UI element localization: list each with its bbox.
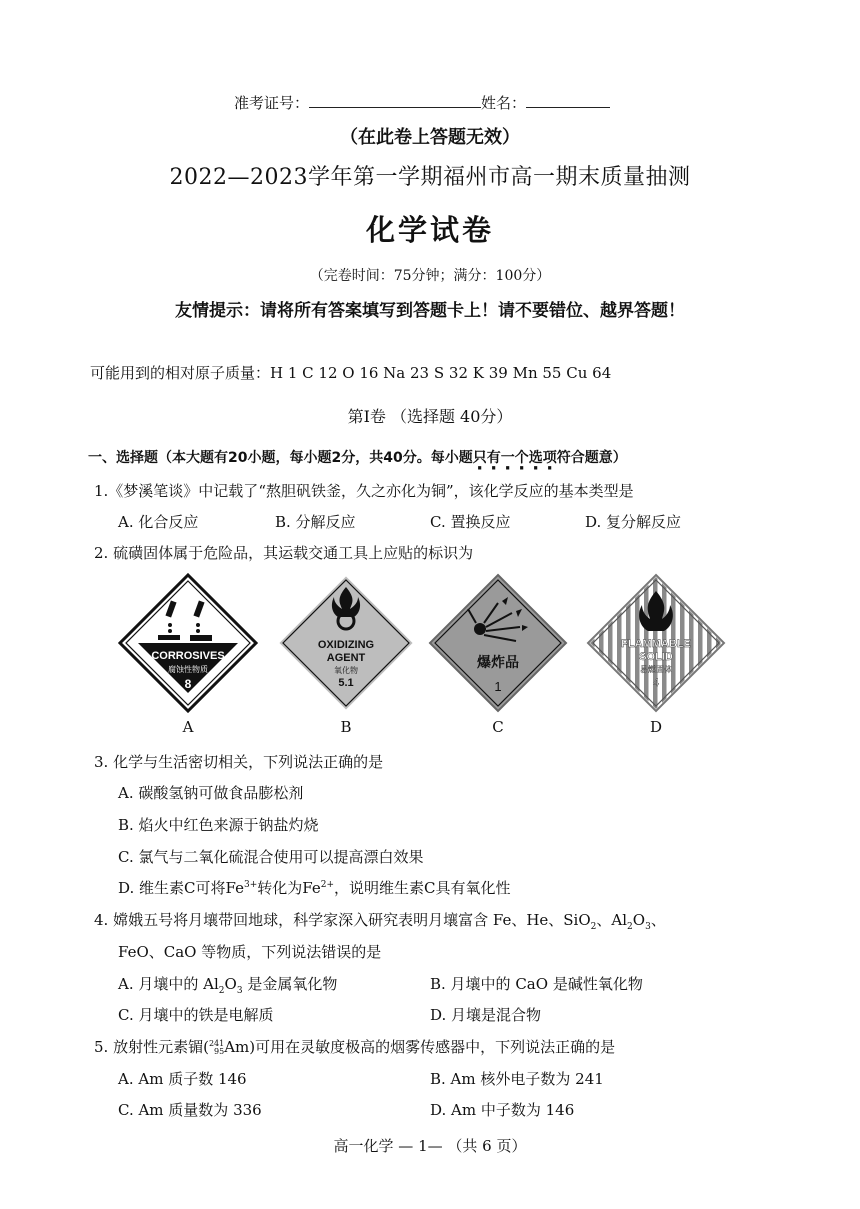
flammable-solid-sign [586,573,726,713]
q4-option-c: C. 月壤中的铁是电解质 [118,1006,274,1024]
q5-stem: 5. 放射性元素镅( 241 95 Am)可用在灵敏度极高的烟雾传感器中，下列说法正确的是 [94,1038,616,1056]
sign-a-text2: 腐蚀性物质 [168,665,208,674]
exam-id-label: 准考证号： [234,94,310,112]
oxidizing-agent-sign [276,573,416,713]
q4-stem-line2: FeO、CaO 等物质，下列说法错误的是 [118,943,382,961]
sign-d-text1: FLAMMABLE [621,638,691,650]
exam-id-row [234,92,610,113]
sign-label-d: D [649,718,663,736]
q5-option-d: D. Am 中子数为 146 [430,1101,575,1119]
name-blank[interactable] [526,93,610,108]
exam-id-blank[interactable] [309,93,481,108]
q5-option-c: C. Am 质量数为 336 [118,1101,262,1119]
q4-option-d: D. 月壤是混合物 [430,1006,542,1024]
q4-option-b: B. 月壤中的 CaO 是碱性氧化物 [430,975,643,993]
q1-option-b: B. 分解反应 [275,513,356,531]
emphasis-text: 只有一个选项 [472,450,557,466]
tip: 友情提示：请将所有答案填写到答题卡上！请不要错位、越界答题！ [175,301,685,321]
exam-title: 2022—2023学年第一学期福州市高一期末质量抽测 [169,165,691,190]
sign-c-num: 1 [494,679,502,694]
q1-option-d: D. 复分解反应 [585,513,682,531]
section-instructions: 一、选择题（本大题有20小题，每小题2分，共40分。每小题只有一个选项符合题意） [88,450,627,466]
sign-a-text1: CORROSIVES [151,650,225,662]
atomic-masses: 可能用到的相对原子质量：H 1 C 12 O 16 Na 23 S 32 K 39 Mn 55 Cu 64 [90,364,612,382]
q4-stem-line1: 4. 嫦娥五号将月壤带回地球，科学家深入研究表明月壤富含 Fe、He、SiO$_2$、$Al_2O_3$、 [94,911,666,932]
sign-a-num: 8 [184,677,192,691]
time-info: （完卷时间：75分钟；满分：100分） [309,268,551,284]
q3-option-d: D. 维生素C可将$Fe^{3+}$转化为$Fe^{2+}$，说明维生素C具有氧化性 [118,879,511,897]
explosives-sign [428,573,568,713]
q1-option-a: A. 化合反应 [118,513,199,531]
invalid-note: （在此卷上答题无效） [340,127,520,148]
q2-stem: 2. 硫磺固体属于危险品，其运载交通工具上应贴的标识为 [94,544,474,562]
subject-title: 化学试卷 [365,213,494,247]
page-footer: 高一化学 — 1— （共 6 页） [333,1137,527,1155]
sign-label-b: B [340,718,352,736]
sign-c-text1: 爆炸品 [477,655,519,671]
sign-b-text1: OXIDIZING [317,639,375,651]
sign-b-text2: AGENT [326,652,366,664]
q1-stem: 1.《梦溪笔谈》中记载了“熬胆矾铁釜，久之亦化为铜”，该化学反应的基本类型是 [94,482,634,500]
name-label: 姓名： [481,94,527,112]
volume-title: 第Ⅰ卷 （选择题 40分） [347,407,513,426]
q3-option-b: B. 焰火中红色来源于钠盐灼烧 [118,816,319,834]
sign-d-text2: SOLID [639,651,673,663]
q1-option-c: C. 置换反应 [430,513,511,531]
q3-option-a: A. 碳酸氢钠可做食品膨松剂 [118,784,304,802]
q5-option-a: A. Am 质子数 146 [118,1070,247,1088]
sign-label-c: C [492,718,504,736]
sign-d-num: 4 [652,677,660,689]
q5-option-b: B. Am 核外电子数为 241 [430,1070,604,1088]
q3-stem: 3. 化学与生活密切相关，下列说法正确的是 [94,753,384,771]
corrosives-sign [118,573,258,713]
sign-label-a: A [182,718,194,736]
q3-option-c: C. 氯气与二氧化硫混合使用可以提高漂白效果 [118,848,424,866]
sign-b-num: 5.1 [338,677,354,689]
nuclide-notation: 241 95 [208,1039,225,1056]
q4-option-a: A. 月壤中的 $Al_2O_3$ 是金属氧化物 [118,975,338,996]
sign-b-text3: 氧化物 [334,666,358,675]
sign-d-text3: 易燃固体 [640,665,672,674]
